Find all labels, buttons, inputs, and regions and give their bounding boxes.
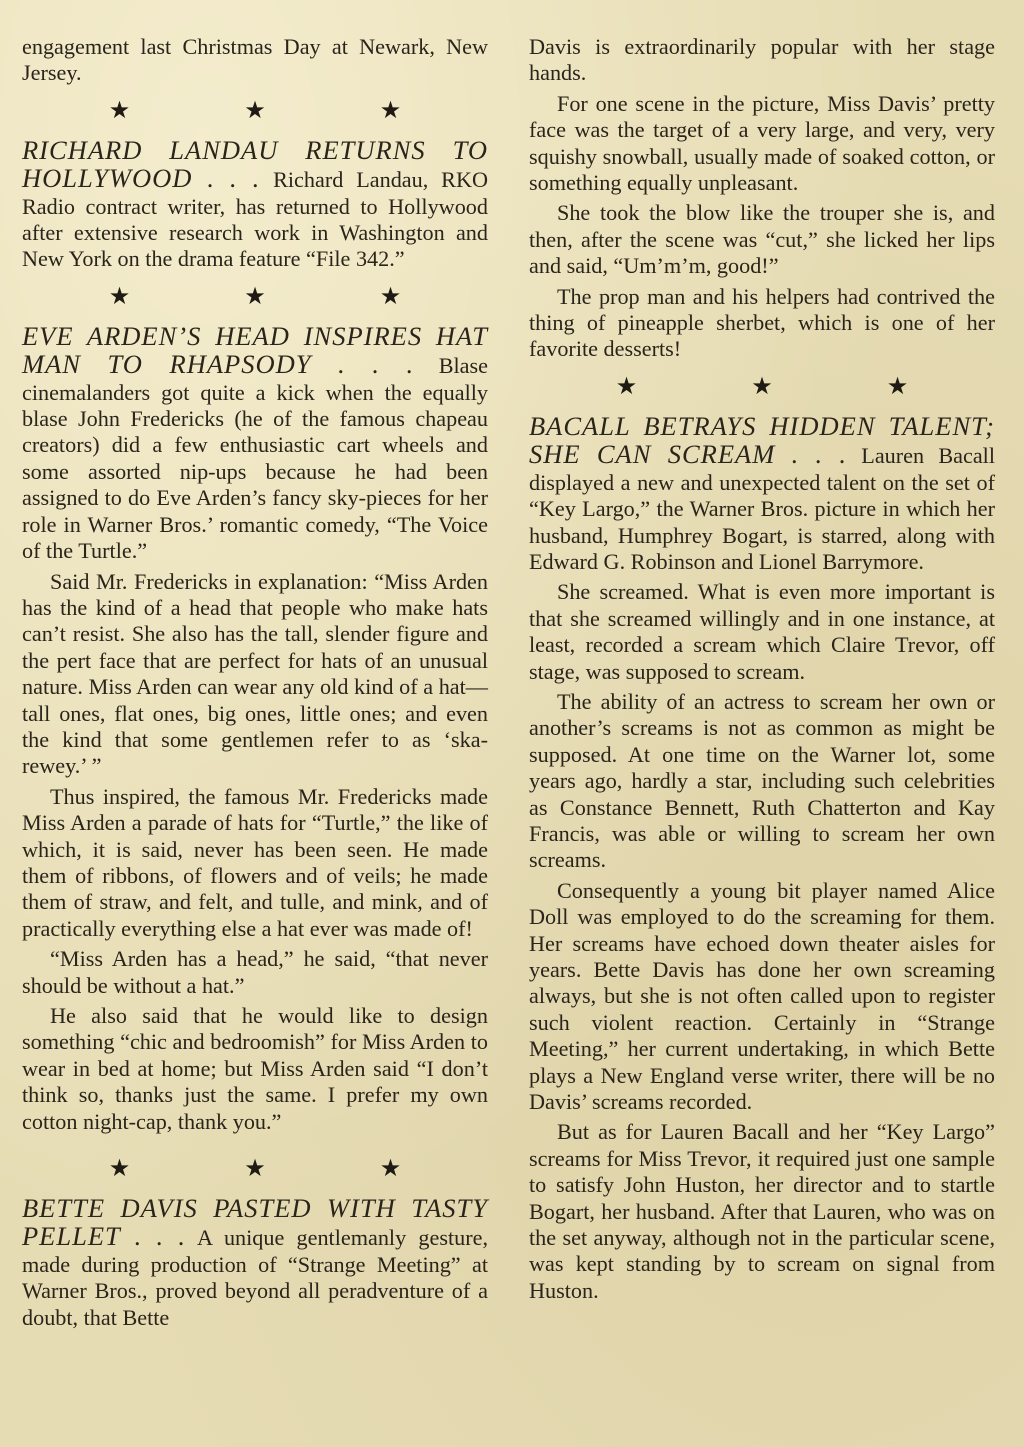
arden-item xyxy=(22,320,489,565)
section-divider-stars: ★ ★ ★ xyxy=(108,97,456,124)
davis-paragraph-4: The prop man and his helpers had contrived the thing of pineapple sherbet, which is one of her favorite desserts! xyxy=(529,283,995,362)
right-column xyxy=(529,34,995,1304)
arden-body: Blase cinemalanders got quite a kick when the equally blase John Fredericks (he of the famous chapeau creators) did a few enthusiastic cart wheels and some assorted nip-ups because he had been assigned to do Eve Arden’s fancy sky-pieces for her role in Warner Bros.’ romantic comedy, “The Voice of the Turtle.” xyxy=(22,353,489,564)
davis-paragraph-2: For one scene in the picture, Miss Davis’ pretty face was the target of a very large, and very, very squishy snowball, usually made of soaked cotton, or something equally unpleasant. xyxy=(529,90,995,196)
landau-body: Richard Landau, RKO Radio contract writer, has returned to Hollywood after extensive research work in Washington and New York on the drama feature “File 342.” xyxy=(22,167,489,272)
davis-paragraph-3: She took the blow like the trouper she is, and then, after the scene was “cut,” she licked her lips and said, “Um’m’m, good!” xyxy=(529,200,995,279)
section-divider-stars: ★ ★ ★ xyxy=(108,1156,456,1183)
davis-body: A unique gentlemanly gesture, made during production of “Strange Meeting” at Warner Bros., proved beyond all peradventure of a doubt, that Bette xyxy=(22,1225,488,1330)
bacall-headline: BACALL BETRAYS HIDDEN TALENT; SHE CAN SCREAM . . . xyxy=(529,410,995,470)
arden-paragraph-5: He also said that he would like to design something “chic and bedroomish” for Miss Arden to wear in bed at home; but Miss Arden said “I don’t think so, thanks just the same. I prefer my own cotton night-cap, thank you.” xyxy=(22,1003,488,1134)
arden-paragraph-4: “Miss Arden has a head,” he said, “that never should be without a hat.” xyxy=(22,946,488,998)
bacall-paragraph-3: The ability of an actress to scream her own or another’s screams is not as common as might be supposed. At one time on the Warner lot, some years ago, hardly a star, including such celebrities as Constance Bennett, Ruth Chatterton and Kay Francis, was able or willing to scream her own screams. xyxy=(529,688,995,873)
landau-headline: RICHARD LANDAU RETURNS TO HOLLYWOOD . . . xyxy=(22,134,488,194)
section-divider-stars: ★ ★ ★ xyxy=(615,373,963,400)
bacall-paragraph-5: But as for Lauren Bacall and her “Key Largo” screams for Miss Trevor, it required just one sample to satisfy John Huston, her director and to startle Bogart, her husband. After that Lauren, who was on the set anyway, although not in the particular scene, was kept standing by to scream on signal from Huston. xyxy=(529,1119,995,1303)
left-column xyxy=(22,34,488,1331)
landau-item xyxy=(22,134,489,273)
bacall-body: Lauren Bacall displayed a new and unexpected talent on the set of “Key Largo,” the Warner Bros. picture in which her husband, Humphrey Bogart, is starred, along with Edward G. Robinson and Lionel Barrymore. xyxy=(529,443,995,574)
davis-continued: Davis is extraordinarily popular with her stage hands. xyxy=(529,34,995,86)
davis-item xyxy=(22,1195,488,1331)
arden-headline: EVE ARDEN’S HEAD INSPIRES HAT MAN TO RHAPSODY . . . xyxy=(22,320,488,380)
bacall-item xyxy=(529,410,995,575)
section-divider-stars: ★ ★ ★ xyxy=(108,283,456,310)
arden-paragraph-3: Thus inspired, the famous Mr. Fredericks made Miss Arden a parade of hats for “Turtle,” the like of which, it is said, never has been seen. He made them of ribbons, of flowers and of veils; he made them of straw, and felt, and tulle, and mink, and of practically everything else a hat ever was made of! xyxy=(22,783,488,941)
arden-paragraph-2: Said Mr. Fredericks in explanation: “Miss Arden has the kind of a head that people who make hats can’t resist. She also has the tall, slender figure and the pert face that are perfect for hats of an unusual nature. Miss Arden can wear any old kind of a hat—tall ones, flat ones, big ones, little ones; and even the kind that some gentlemen refer to as ‘ska-rewey.’ ” xyxy=(22,568,488,779)
intro-paragraph: engagement last Christmas Day at Newark, New Jersey. xyxy=(22,34,488,86)
bacall-paragraph-4: Consequently a young bit player named Alice Doll was employed to do the screaming for them. Her screams have echoed down theater aisles for years. Bette Davis has done her own screaming always, but she is not often called upon to register such violent reaction. Certainly in “Strange Meeting,” her current undertaking, in which Bette plays a New England verse writer, there will be no Davis’ screams recorded. xyxy=(529,877,995,1115)
bacall-paragraph-2: She screamed. What is even more important is that she screamed willingly and in one instance, at least, recorded a scream which Claire Trevor, off stage, was supposed to scream. xyxy=(529,579,995,684)
davis-headline: BETTE DAVIS PASTED WITH TASTY PELLET . . . xyxy=(22,1193,488,1252)
